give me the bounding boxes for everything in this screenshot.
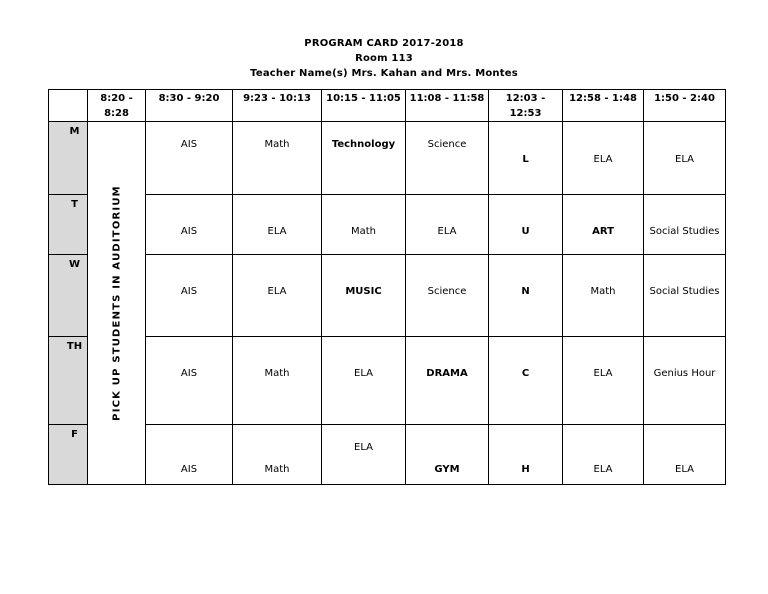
lunch-cell: U — [489, 195, 563, 255]
day-label: W — [49, 255, 88, 337]
day-label: F — [49, 425, 88, 485]
program-card-title: PROGRAM CARD 2017-2018 — [304, 38, 464, 49]
day-label: TH — [49, 337, 88, 425]
class-cell: ELA — [322, 337, 406, 425]
table-row — [49, 122, 726, 195]
time-header: 12:03 - 12:53 — [489, 90, 563, 122]
class-cell: ELA — [322, 425, 406, 485]
class-cell: ELA — [644, 425, 726, 485]
class-cell: Genius Hour — [644, 337, 726, 425]
pickup-note: PICK UP STUDENTS IN AUDITORIUM — [111, 185, 122, 421]
class-cell: ELA — [233, 255, 322, 337]
schedule-table — [48, 89, 726, 485]
class-cell: DRAMA — [406, 337, 489, 425]
class-cell: AIS — [146, 195, 233, 255]
class-cell: GYM — [406, 425, 489, 485]
class-cell: ART — [563, 195, 644, 255]
day-label: T — [49, 195, 88, 255]
time-header: 8:20 - 8:28 — [88, 90, 146, 122]
time-header: 12:58 - 1:48 — [563, 90, 644, 122]
day-label: M — [49, 122, 88, 195]
teacher-names: Teacher Name(s) Mrs. Kahan and Mrs. Montes — [250, 68, 518, 79]
table-row — [49, 195, 726, 255]
class-cell: ELA — [563, 337, 644, 425]
table-row — [49, 255, 726, 337]
table-row — [49, 337, 726, 425]
lunch-cell: C — [489, 337, 563, 425]
time-header: 10:15 - 11:05 — [322, 90, 406, 122]
class-cell: ELA — [563, 122, 644, 195]
corner-cell — [49, 90, 88, 122]
class-cell: Technology — [322, 122, 406, 195]
document-header — [0, 36, 768, 81]
class-cell: Math — [322, 195, 406, 255]
class-cell: Math — [233, 122, 322, 195]
class-cell: MUSIC — [322, 255, 406, 337]
class-cell: AIS — [146, 425, 233, 485]
class-cell: ELA — [644, 122, 726, 195]
table-row — [49, 425, 726, 485]
class-cell: Social Studies — [644, 255, 726, 337]
time-header: 11:08 - 11:58 — [406, 90, 489, 122]
class-cell: Math — [563, 255, 644, 337]
lunch-cell: H — [489, 425, 563, 485]
lunch-cell: L — [489, 122, 563, 195]
class-cell: AIS — [146, 255, 233, 337]
class-cell: Math — [233, 337, 322, 425]
lunch-cell: N — [489, 255, 563, 337]
pickup-cell — [88, 122, 146, 485]
class-cell: Social Studies — [644, 195, 726, 255]
time-header: 1:50 - 2:40 — [644, 90, 726, 122]
class-cell: Math — [233, 425, 322, 485]
class-cell: ELA — [406, 195, 489, 255]
time-header: 9:23 - 10:13 — [233, 90, 322, 122]
class-cell: ELA — [233, 195, 322, 255]
class-cell: ELA — [563, 425, 644, 485]
class-cell: Science — [406, 255, 489, 337]
room-number: Room 113 — [355, 53, 413, 64]
class-cell: Science — [406, 122, 489, 195]
header-row — [49, 90, 726, 122]
class-cell: AIS — [146, 337, 233, 425]
time-header: 8:30 - 9:20 — [146, 90, 233, 122]
class-cell: AIS — [146, 122, 233, 195]
